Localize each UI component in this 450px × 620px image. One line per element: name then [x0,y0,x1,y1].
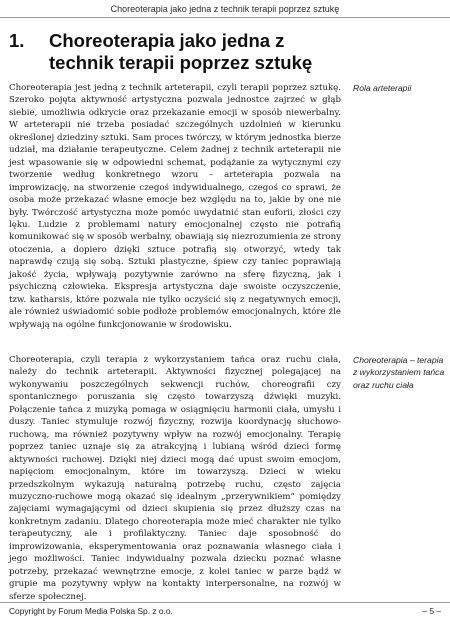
body-paragraph: Choreoterapia, czyli terapia z wykorzystaniem tańca oraz ruchu ciała, należy do technik arteterapii. Aktywności fizycznej polegającej na wykonywaniu poszczególnych sekwencji ruchów, choreografii czy spontanicznego poruszania się często towarzyszą dźwięki muzyki. Połączenie tańca z muzyką pomaga w osiągnięciu harmonii ciała, umysłu i duszy. Taniec stymuluje rozwój fizyczny, rozwija koordynację słuchowo-ruchową, ma również pozytywny wpływ na rozwój emocjonalny. Terapię poprzez taniec uznaje się za atrakcyjną i lubianą wśród dzieci formę aktywności ruchowej. Dzięki niej dzieci mogą dać upust swoim emocjom, napięciom emocjonalnym, które im towarzyszą. Dzieci w wieku przedszkolnym wykazują naturalną potrzebę ruchu, często zajęcia muzyczno-ruchowe mogą okazać się idealnym „przerywnikiem” pomiędzy zajęciami wymagającymi od dzieci skupienia się przez dłuższy czas na konkretnym zadaniu. Dlatego choreoterapia może mieć charakter nie tylko terapeutyczny, ale i profilaktyczny. Taniec daje sposobność do improwizowania, eksperymentowania oraz poznawania własnego ciała i jego możliwości. Taniec indywidualny pozwala dziecku poznać własne potrzeby, przekazać wewnętrzne emocje, z kolei taniec w parze bądź w grupie ma pozytywny wpływ na kontakty interpersonalne, na rozwój w sferze społecznej. [9,355,341,602]
chapter-number: 1. [9,30,25,51]
margin-note: Choreoterapia – terapia z wykorzystaniem tańca oraz ruchu ciała [353,355,445,390]
chapter-heading [9,30,369,74]
body-paragraph: Choreoterapia jest jedną z technik arteterapii, czyli terapii poprzez sztukę. Szeroko pojęta aktywność artystyczna pozwala jednostce zajrzeć w głąb siebie, umożliwia odkrycie oraz przekazanie emocji w sposób niewerbalny. W arteterapii nie trzeba posiadać szczególnych uzdolnień w kierunku określonej dziedziny sztuki. Sam proces twórczy, w którym jednostka bierze udział, ma działanie terapeutyczne. Celem żadnej z technik arteterapii nie jest wpasowanie się w odpowiedni schemat, podążanie za wytycznymi czy tworzenie według konkretnego wzoru – arteterapia pozwala na improwizację, na stworzenie czegoś indywidualnego, czegoś co sprawi, że osoba może przekazać własne emocje bez względu na to, jakie by one nie były. Twórczość artystyczna może pomóc uwydatnić stan euforii, złości czy lęku. Ludzie z problemami natury emocjonalnej często nie potrafią komunikować się w sposób werbalny, obawiają się niezrozumienia ze strony otoczenia, a dopiero dzięki sztuce potrafią się otworzyć, wtedy tak naprawdę czują się sobą. Sztuki plastyczne, śpiew czy taniec poprawiają jakość życia, wpływają pozytywnie zarówno na sferę fizyczną, jak i psychiczną człowieka. Ekspresja artystyczna daje swoiste oczyszczenie, tzw. katharsis, które pozwala nie tylko oczyścić się z negatywnych emocji, ale również uświadomić sobie podłoże problemów emocjonalnych, które źle wpływają na ogólne funkcjonowanie w środowisku. [9,83,341,330]
chapter-title: Choreoterapia jako jedna z technik terapii poprzez sztukę [49,30,313,73]
footer-divider [0,602,450,603]
running-head: Choreoterapia jako jedna z technik terapii poprzez sztukę [0,0,450,18]
footer-copyright: Copyright by Forum Media Polska Sp. z o.o. [9,606,173,616]
page-number: – 5 – [422,606,441,616]
margin-note: Rola arteterapii [353,83,412,93]
